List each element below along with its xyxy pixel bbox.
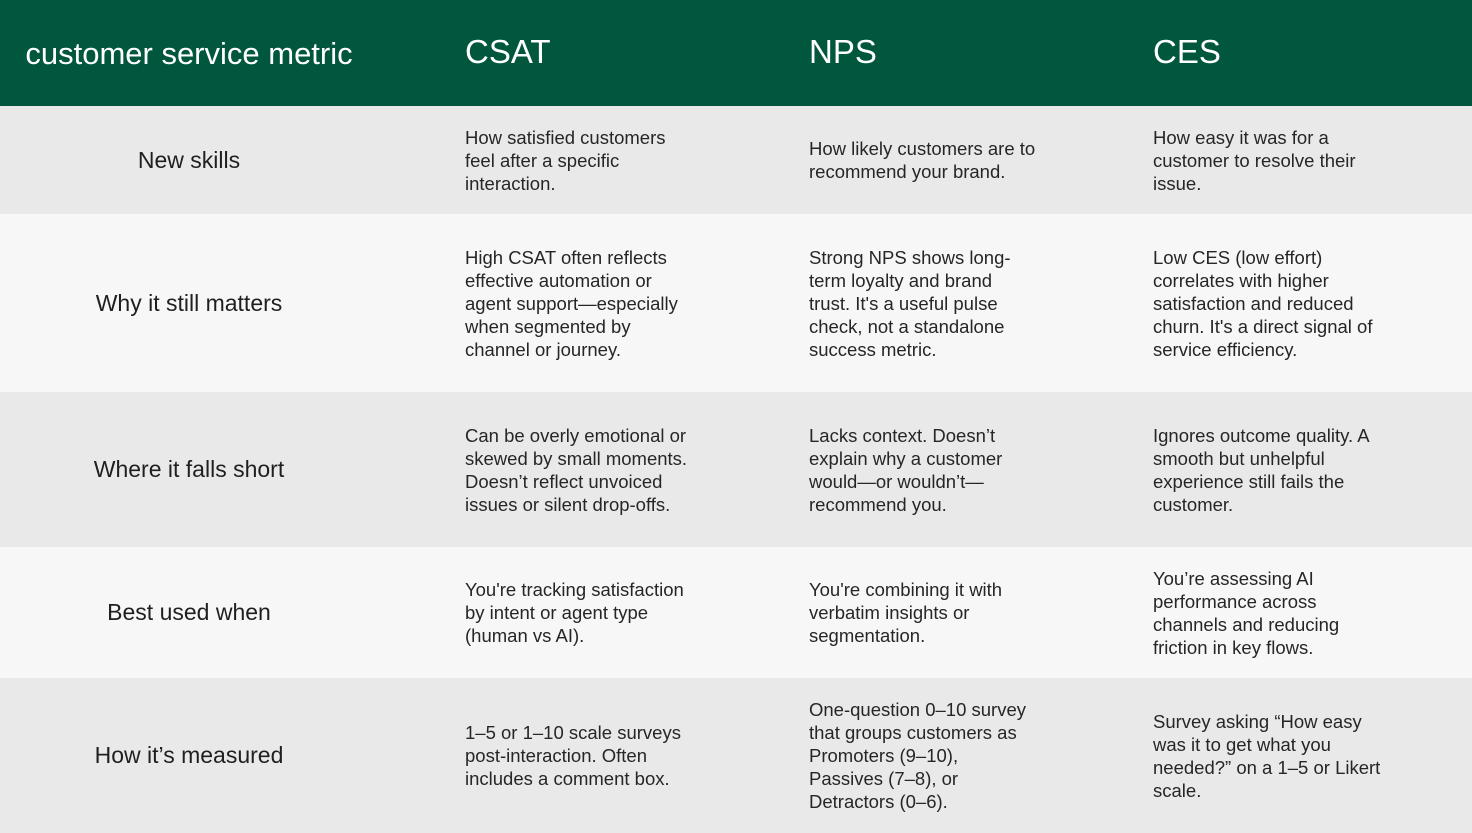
- cell-csat: [378, 578, 722, 647]
- cell-nps: [722, 137, 1066, 183]
- cell-ces: [1066, 424, 1410, 516]
- row-label: Why it still matters: [95, 289, 283, 316]
- cell-text: You're combining it with verbatim insights or segmentation.: [809, 579, 1003, 646]
- cell-nps: [722, 578, 1066, 647]
- row-label: Where it falls short: [93, 456, 285, 482]
- table-row-new-skills: [0, 106, 1472, 214]
- cell-text: High CSAT often reflects effective automation or agent support—especially when segmented by channel or journey.: [465, 246, 678, 360]
- header-label: customer service metric: [25, 36, 353, 71]
- cell-nps: [722, 246, 1066, 361]
- cell-nps: [722, 424, 1066, 516]
- row-label: How it’s measured: [94, 742, 284, 768]
- cell-csat: [378, 721, 722, 790]
- cell-text: How likely customers are to recommend your brand.: [809, 138, 1036, 182]
- cell-text: Lacks context. Doesn’t explain why a customer would—or wouldn’t—recommend you.: [809, 424, 1003, 515]
- table-row-why-it-matters: [0, 214, 1472, 392]
- row-label: Best used when: [107, 599, 271, 625]
- header-csat: CSAT: [465, 33, 551, 70]
- header-ces: CES: [1153, 33, 1221, 70]
- row-label: New skills: [137, 146, 241, 173]
- cell-csat: [378, 246, 722, 361]
- cell-text: How satisfied customers feel after a specific interaction.: [465, 126, 666, 194]
- cell-text: Ignores outcome quality. A smooth but unhelpful experience still fails the customer.: [1153, 424, 1369, 515]
- cell-text: Survey asking “How easy was it to get what you needed?” on a 1–5 or Likert scale.: [1153, 710, 1381, 801]
- cell-ces: [1066, 567, 1410, 659]
- cell-text: Can be overly emotional or skewed by small moments. Doesn’t reflect unvoiced issues or silent drop-offs.: [465, 424, 688, 515]
- cell-ces: [1066, 246, 1410, 361]
- table-row-how-measured: [0, 678, 1472, 833]
- cell-text: Low CES (low effort) correlates with higher satisfaction and reduced churn. It's a direct signal of service efficiency.: [1153, 246, 1373, 360]
- cell-text: One-question 0–10 survey that groups customers as Promoters (9–10), Passives (7–8), or Detractors (0–6).: [809, 699, 1026, 812]
- cell-csat: [378, 126, 722, 195]
- cell-csat: [378, 424, 722, 516]
- table-row-where-it-falls-short: [0, 392, 1472, 547]
- table-row-best-used-when: [0, 547, 1472, 678]
- cell-text: How easy it was for a customer to resolve their issue.: [1153, 126, 1356, 194]
- cell-ces: [1066, 710, 1410, 802]
- cell-text: 1–5 or 1–10 scale surveys post-interaction. Often includes a comment box.: [465, 722, 681, 789]
- table-header: [0, 0, 1472, 106]
- cell-text: You’re assessing AI performance across channels and reducing friction in key flows.: [1153, 567, 1340, 658]
- cell-nps: [722, 698, 1066, 813]
- header-nps: NPS: [809, 33, 877, 70]
- cell-ces: [1066, 126, 1410, 195]
- cell-text: You're tracking satisfaction by intent or agent type (human vs AI).: [465, 579, 684, 646]
- cell-text: Strong NPS shows long-term loyalty and brand trust. It's a useful pulse check, not a standalone success metric.: [809, 246, 1011, 360]
